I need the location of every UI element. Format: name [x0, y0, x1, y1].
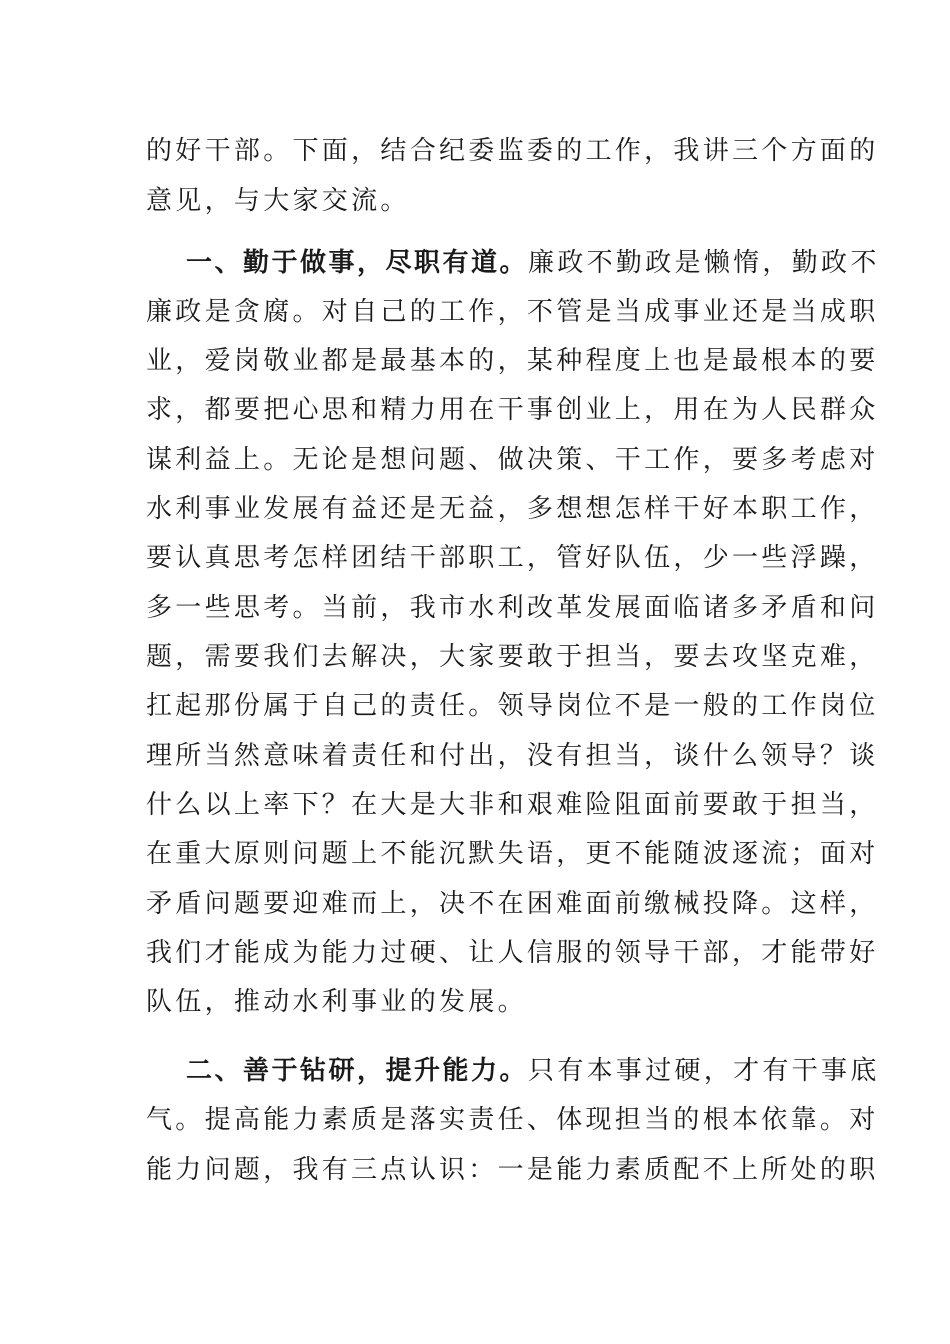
text-line: 气。提高能力素质是落实责任、体现担当的根本依靠。对 [146, 1105, 879, 1135]
section-heading-two: 二、善于钻研，提升能力。 [186, 1056, 529, 1086]
text-line: 扛起那份属于自己的责任。领导岗位不是一般的工作岗位 [146, 691, 879, 721]
text-line: 能力问题，我有三点认识：一是能力素质配不上所处的职 [146, 1155, 879, 1185]
text-line: 要认真思考怎样团结干部职工，管好队伍，少一些浮躁， [146, 543, 879, 573]
section-one-first-line [186, 243, 880, 283]
text-line: 我们才能成为能力过硬、让人信服的领导干部，才能带好 [146, 938, 879, 968]
text-line: 题，需要我们去解决，大家要敢于担当，要去攻坚克难， [146, 642, 879, 672]
text-line-rest: 廉政不勤政是懒惰，勤政不 [528, 248, 880, 278]
text-line: 意见，与大家交流。 [146, 186, 410, 216]
text-line: 多一些思考。当前，我市水利改革发展面临诸多矛盾和问 [146, 593, 879, 623]
text-line: 廉政是贪腐。对自己的工作，不管是当成事业还是当成职 [146, 297, 879, 327]
text-line: 的好干部。下面，结合纪委监委的工作，我讲三个方面的 [146, 136, 879, 166]
text-line: 理所当然意味着责任和付出，没有担当，谈什么领导？谈 [146, 741, 879, 771]
text-line: 什么以上率下？在大是大非和艰难险阻面前要敢于担当， [146, 790, 879, 820]
text-line: 谋利益上。无论是想问题、做决策、干工作，要多考虑对 [146, 445, 879, 475]
text-line: 矛盾问题要迎难而上，决不在困难面前缴械投降。这样， [146, 889, 879, 919]
text-line: 求，都要把心思和精力用在干事创业上，用在为人民群众 [146, 395, 879, 425]
text-line: 队伍，推动水利事业的发展。 [146, 987, 527, 1017]
text-line: 在重大原则问题上不能沉默失语，更不能随波逐流；面对 [146, 839, 879, 869]
section-two-first-line [186, 1051, 880, 1091]
text-line: 业，爱岗敬业都是最基本的，某种程度上也是最根本的要 [146, 346, 879, 376]
text-line: 水利事业发展有益还是无益，多想想怎样干好本职工作， [146, 494, 879, 524]
text-line-rest: 只有本事过硬，才有干事底 [528, 1056, 880, 1086]
section-heading-one: 一、勤于做事，尽职有道。 [186, 248, 529, 278]
